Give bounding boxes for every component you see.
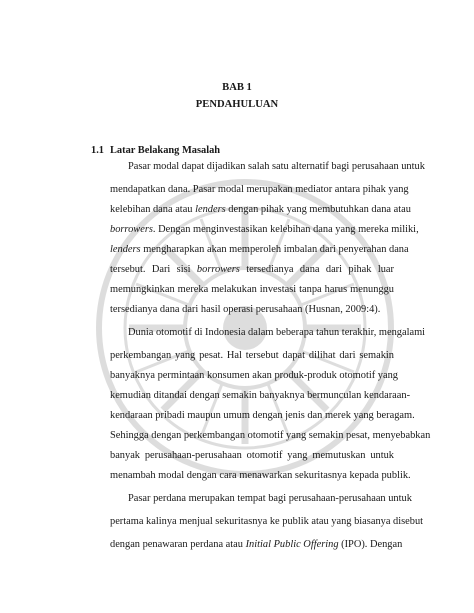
text-line: borrowers. Dengan menginvestasikan kelebihan dana yang mereka miliki,: [110, 224, 419, 235]
text-line: perkembangan yang pesat. Hal tersebut dapat dilihat dari semakin: [110, 350, 394, 361]
text-line: Pasar modal dapat dijadikan salah satu alternatif bagi perusahaan untuk: [128, 161, 425, 172]
text-line: Pasar perdana merupakan tempat bagi perusahaan-perusahaan untuk: [128, 493, 412, 504]
section-number: 1.1: [91, 145, 104, 156]
text-line: lenders mengharapkan akan memperoleh imbalan dari penyerahan dana: [110, 244, 409, 255]
text-line: kemudian ditandai dengan semakin banyaknya bermunculan kendaraan-: [110, 390, 411, 401]
text-line: tersebut. Dari sisi borrowers tersedianya dana dari pihak luar: [110, 264, 394, 275]
text-line: tersedianya dana dari hasil operasi perusahaan (Husnan, 2009:4).: [110, 304, 381, 315]
text-line: Sehingga dengan perkembangan otomotif yang semakin pesat, menyebabkan: [110, 430, 431, 441]
section-heading: [91, 145, 220, 156]
text-line: dengan penawaran perdana atau Initial Public Offering (IPO). Dengan: [110, 539, 403, 550]
text-line: menambah modal dengan cara menawarkan sekuritasnya kepada publik.: [110, 470, 411, 481]
text-line: memungkinkan mereka melakukan investasi tanpa harus menunggu: [110, 284, 394, 295]
text-line: Dunia otomotif di Indonesia dalam beberapa tahun terakhir, mengalami: [128, 327, 426, 338]
text-line: kendaraan pribadi maupun umum dengan jenis dan merek yang beragam.: [110, 410, 415, 421]
text-line: banyak perusahaan-perusahaan otomotif yang memutuskan untuk: [110, 450, 394, 461]
text-line: banyaknya permintaan konsumen akan produk-produk otomotif yang: [110, 370, 398, 381]
text-line: kelebihan dana atau lenders dengan pihak yang membutuhkan dana atau: [110, 204, 411, 215]
text-line: mendapatkan dana. Pasar modal merupakan mediator antara pihak yang: [110, 184, 409, 195]
chapter-label: BAB 1: [222, 82, 252, 93]
text-line: pertama kalinya menjual sekuritasnya ke publik atau yang biasanya disebut: [110, 516, 424, 527]
chapter-title: PENDAHULUAN: [195, 99, 279, 110]
section-title: Latar Belakang Masalah: [110, 145, 221, 156]
